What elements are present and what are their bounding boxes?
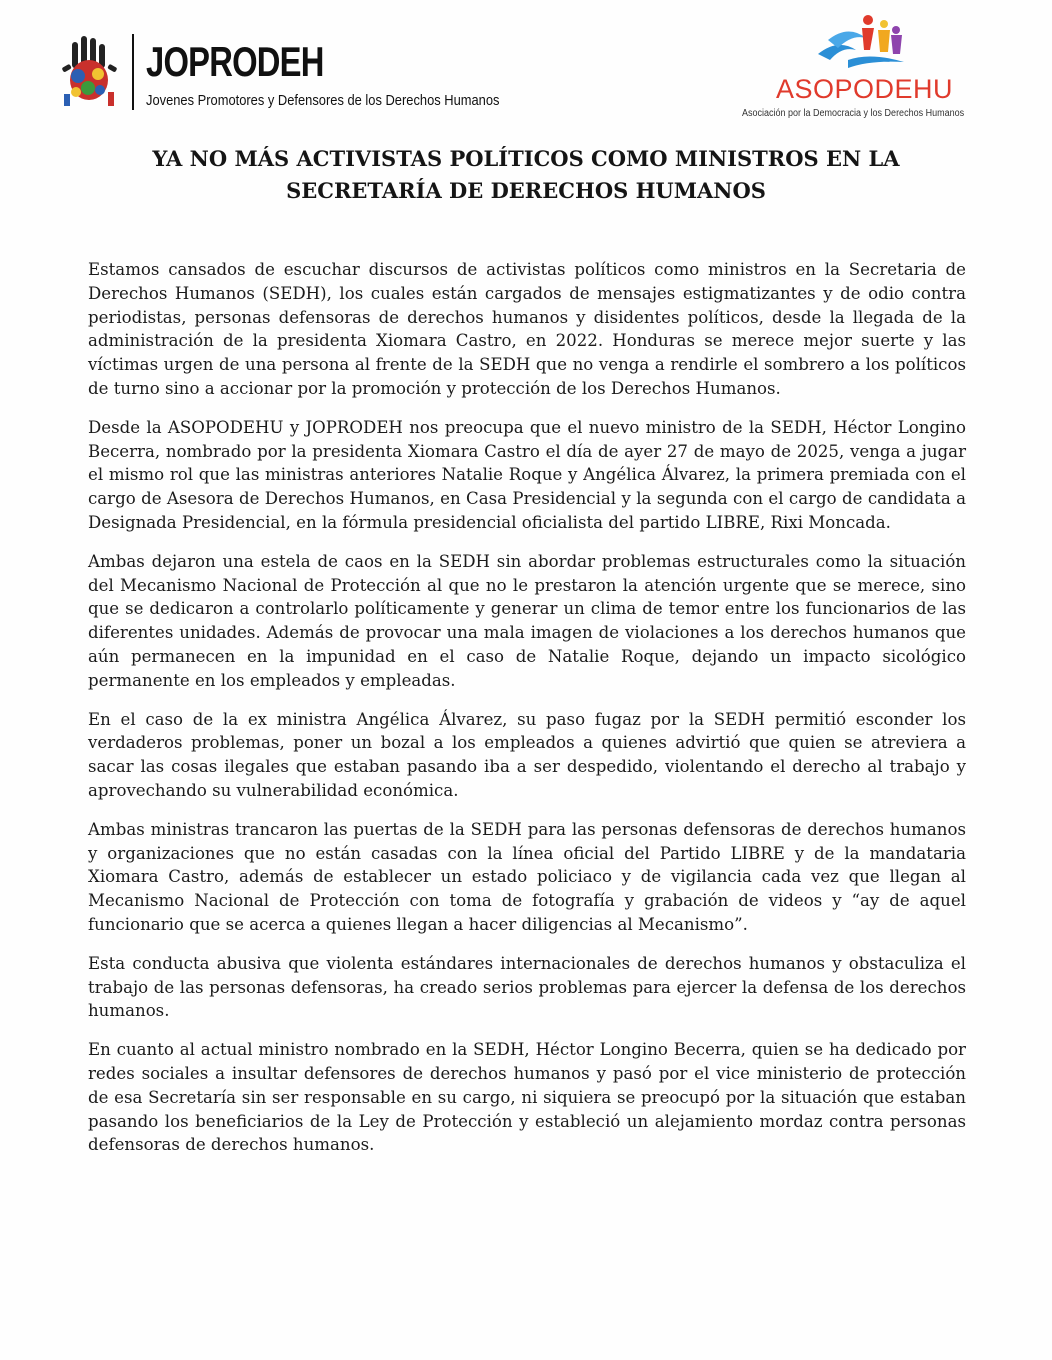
paragraph: Esta conducta abusiva que violenta estándares internacionales de derechos humanos y obstaculiza el trabajo de las personas defensoras, ha creado serios problemas para ejercer la defensa de los derechos humanos. xyxy=(88,953,966,1021)
paragraph: Estamos cansados de escuchar discursos de activistas políticos como ministros en la Secretaria de Derechos Humanos (SEDH), los cuales están cargados de mensajes estigmatizantes y de odio contra periodistas, personas defensoras de derechos humanos y disidentes políticos, desde la llegada de la administración de la presidenta Xiomara Castro, en 2022. Honduras se merece mejor suerte y las víctimas urgen de una persona al frente de la SEDH que no venga a rendirle el sombrero a los políticos de turno sino a accionar por la promoción y protección de los Derechos Humanos. xyxy=(88,260,966,398)
asopodehu-subtitle: Asociación por la Democracia y los Derechos Humanos xyxy=(742,108,965,119)
asopodehu-name: ASOPODEHU xyxy=(776,74,954,104)
hand-print-icon xyxy=(58,36,124,108)
joprodeh-subtitle: Jovenes Promotores y Defensores de los Derechos Humanos xyxy=(146,92,500,109)
paragraph: Ambas dejaron una estela de caos en la SEDH sin abordar problemas estructurales como la situación del Mecanismo Nacional de Protección al que no le prestaron la atención urgente que se merece, sino que se dedicaron a controlarlo políticamente y generar un clima de temor entre los funcionarios de las diferentes unidades. Además de provocar una mala imagen de violaciones a los derechos humanos que aún permanecen en la impunidad en el caso de Natalie Roque, dejando un impacto sicológico permanente en los empleados y empleadas. xyxy=(88,551,966,690)
title-line-2: SECRETARÍA DE DERECHOS HUMANOS xyxy=(286,178,766,203)
joprodeh-logo xyxy=(58,32,518,114)
joprodeh-name: JOPRODEH xyxy=(146,38,324,85)
logo-divider xyxy=(132,34,134,110)
paragraph: Ambas ministras trancaron las puertas de la SEDH para las personas defensoras de derechos humanos y organizaciones que no están casadas con la línea oficial del Partido LIBRE y de la mandataria Xiomara Castro, además de establecer un estado policiaco y de vigilancia cada vez que llegan al Mecanismo Nacional de Protección con toma de fotografía y grabación de videos y “ay de aquel funcionario que se acerca a quienes llegan a hacer diligencias al Mecanismo”. xyxy=(88,819,966,934)
paragraph: En el caso de la ex ministra Angélica Álvarez, su paso fugaz por la SEDH permitió esconder los verdaderos problemas, poner un bozal a los empleados a quienes advirtió que quien se atreviera a sacar las cosas ilegales que estaban pasando iba a ser despedido, violentando el derecho al trabajo y aprovechando su vulnerabilidad económica. xyxy=(88,709,966,800)
birds-icon xyxy=(808,10,908,80)
paragraph: En cuanto al actual ministro nombrado en la SEDH, Héctor Longino Becerra, quien se ha dedicado por redes sociales a insultar defensores de derechos humanos y pasó por el vice ministerio de protección de esa Secretaría sin ser responsable en su cargo, ni siquiera se preocupó por la situación que estaban pasando los beneficiarios de la Ley de Protección y estableció un alejamiento mordaz contra personas defensoras de derechos humanos. xyxy=(88,1040,966,1155)
paragraph: Desde la ASOPODEHU y JOPRODEH nos preocupa que el nuevo ministro de la SEDH, Héctor Longino Becerra, nombrado por la presidenta Xiomara Castro el día de ayer 27 de mayo de 2025, venga a jugar el mismo rol que las ministras anteriores Natalie Roque y Angélica Álvarez, la primera premiada con el cargo de Asesora de Derechos Humanos, en Casa Presidencial y la segunda con el cargo de candidata a Designada Presidencial, en la fórmula presidencial oficialista del partido LIBRE, Rixi Moncada. xyxy=(88,417,966,532)
title-line-1: YA NO MÁS ACTIVISTAS POLÍTICOS COMO MINISTROS EN LA xyxy=(152,146,900,171)
document-title xyxy=(60,143,992,207)
document-body xyxy=(88,258,966,1172)
asopodehu-logo xyxy=(738,10,998,122)
